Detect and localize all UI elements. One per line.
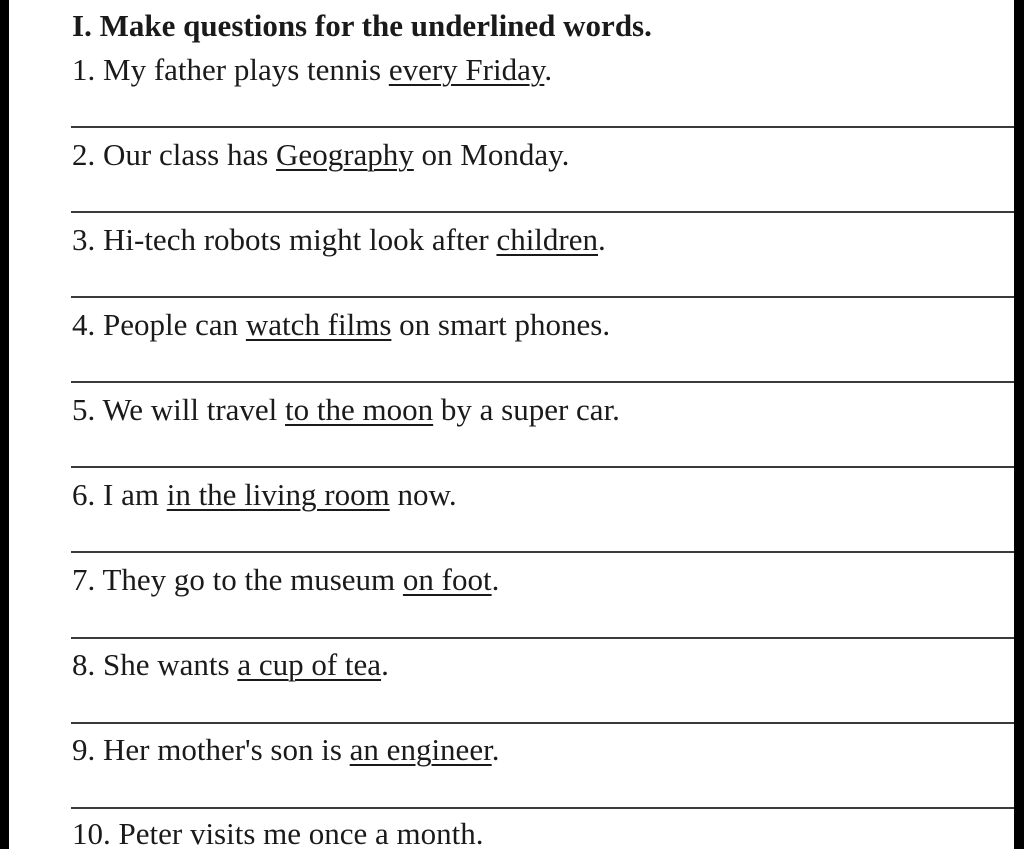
underlined-words: a cup of tea [237,647,382,682]
answer-line-9[interactable] [71,807,1014,809]
question-text: 3. Hi-tech robots might look after [72,222,497,257]
underlined-words: in the living room [166,477,390,512]
question-text-end: now. [389,477,457,512]
question-text-end: by a super car. [433,392,620,427]
question-text: 5. We will travel [72,392,286,427]
question-text: 2. Our class has [72,137,277,172]
question-text: 7. They go to the museum [72,562,403,597]
underlined-words: on foot [402,562,492,597]
question-text-end: . [544,52,553,87]
question-7 [72,562,499,598]
question-text-end: on smart phones. [391,307,611,342]
question-4 [72,307,610,343]
question-text-end: . [598,222,606,257]
answer-line-7[interactable] [71,637,1014,639]
question-text: 4. People can [72,307,246,342]
underlined-words: watch films [245,307,392,342]
answer-line-2[interactable] [71,211,1014,213]
question-2 [72,137,569,173]
question-text: 9. Her mother's son is [72,732,350,767]
answer-line-1[interactable] [71,126,1014,128]
underlined-words: to the moon [285,392,434,427]
question-text: 6. I am [72,477,167,512]
answer-line-6[interactable] [71,551,1014,553]
question-text-end: on Monday. [413,137,570,172]
question-8 [72,647,389,683]
question-text-end: . [491,732,500,767]
question-1 [72,52,552,88]
answer-line-8[interactable] [71,722,1014,724]
answer-line-5[interactable] [71,466,1014,468]
question-5 [72,392,620,428]
question-6 [72,477,457,513]
exercise-title: I. Make questions for the underlined words. [72,8,652,43]
question-text-end: . [491,562,500,597]
underlined-words: every Friday [388,52,545,87]
question-9 [72,732,499,768]
question-text: 8. She wants [72,647,238,682]
question-3 [72,222,606,258]
question-text: 10. Peter visits me once a month. [72,816,484,849]
underlined-words: children [496,222,599,257]
answer-line-3[interactable] [71,296,1014,298]
question-text: 1. My father plays tennis [72,52,389,87]
answer-line-4[interactable] [71,381,1014,383]
worksheet-page [9,0,1014,849]
question-10 [72,816,484,849]
underlined-words: Geography [276,137,414,172]
question-text-end: . [381,647,389,682]
underlined-words: an engineer [349,732,492,767]
